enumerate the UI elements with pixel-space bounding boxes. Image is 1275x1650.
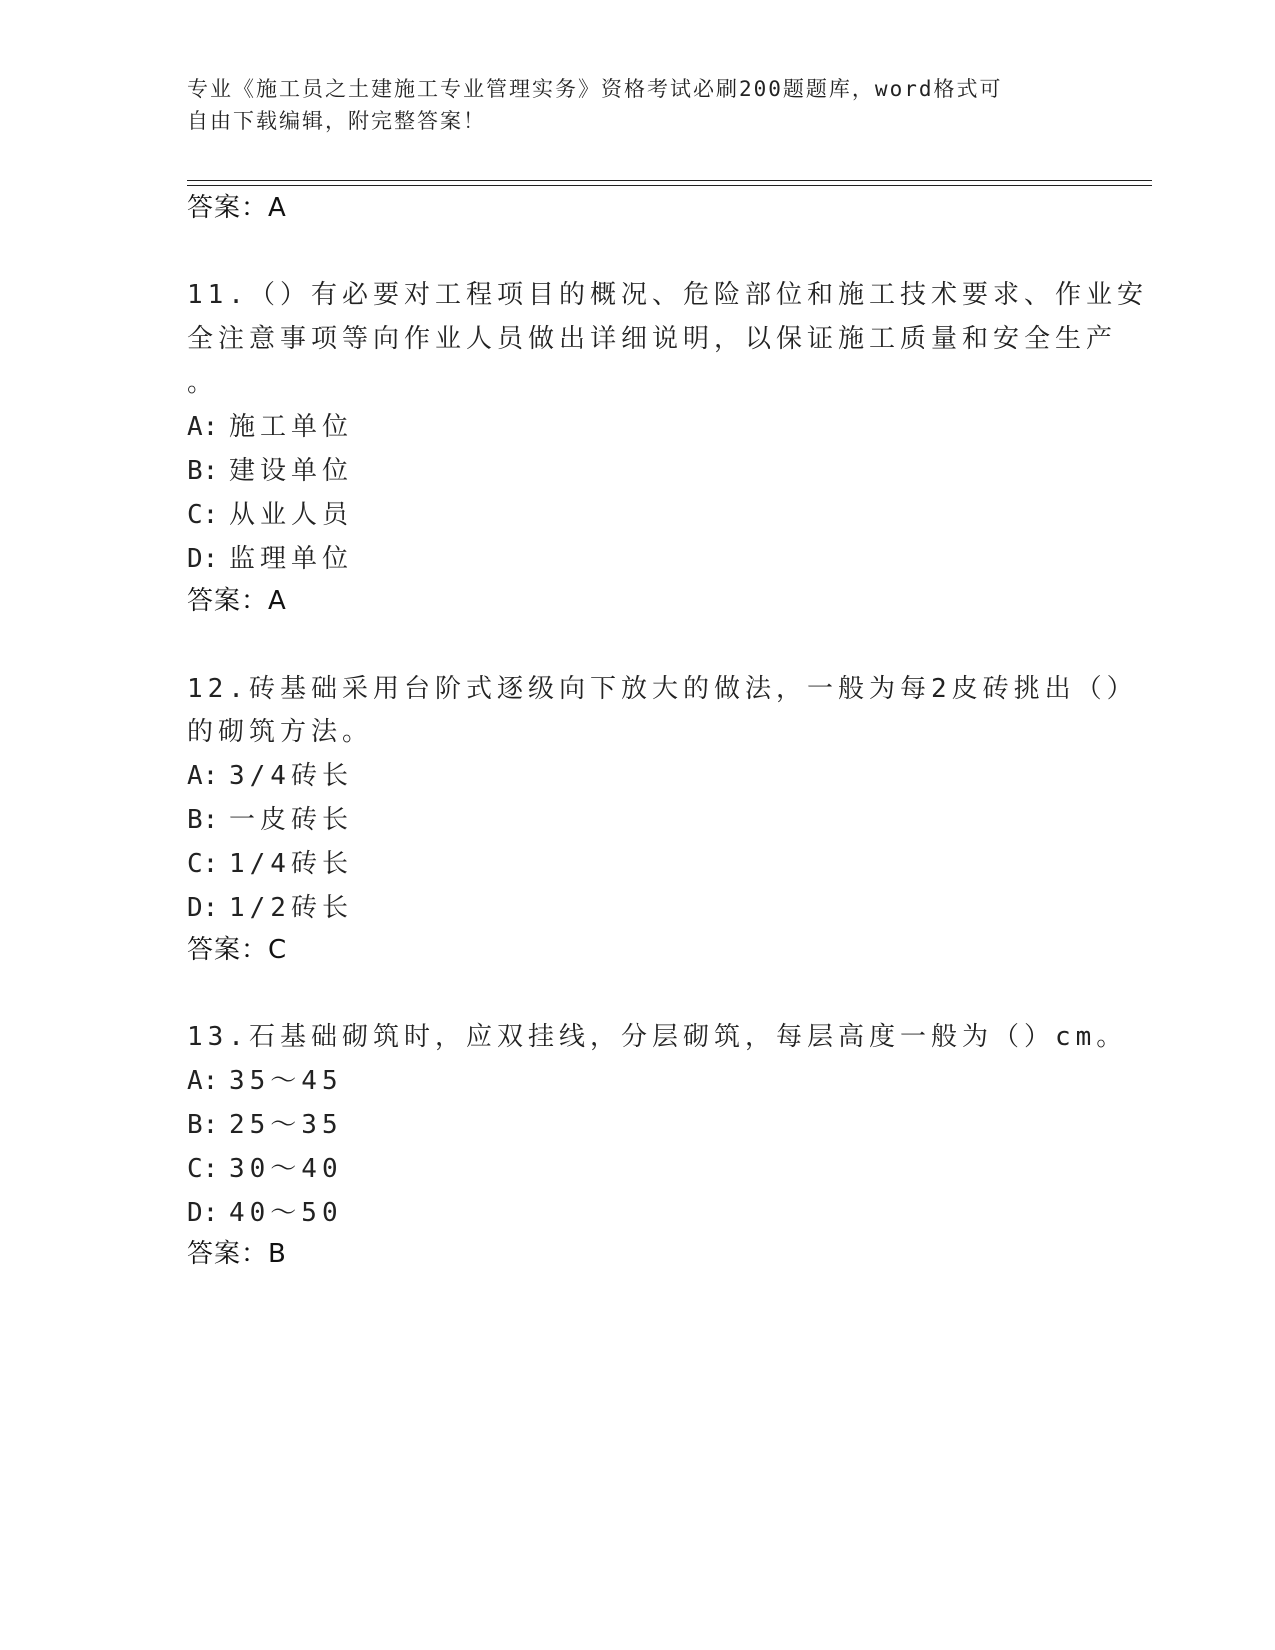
option-key: B: [187,456,219,486]
header-line-2: 自由下载编辑，附完整答案！ [187,109,486,133]
option-key: D: [187,544,219,574]
option-text: 一皮砖长 [229,805,354,835]
option-text: 施工单位 [229,412,354,442]
option-text: 30～40 [229,1154,343,1184]
option-a [187,755,353,792]
option-key: A: [187,761,219,791]
option-key: D: [187,893,219,923]
option-text: 40～50 [229,1198,343,1228]
previous-answer: 答案：A [187,193,287,223]
option-a [187,1060,343,1097]
option-a [187,406,353,443]
header-divider-top [187,180,1152,181]
option-b [187,1104,343,1141]
document-header [187,73,1067,137]
option-c [187,494,353,531]
option-key: B: [187,805,219,835]
question-text-line: 全注意事项等向作业人员做出详细说明，以保证施工质量和安全生产 [187,324,1118,354]
option-b [187,799,353,836]
header-divider-bottom [187,185,1152,186]
question-text-line: 的砌筑方法。 [187,717,374,747]
option-text: 3/4砖长 [229,761,353,791]
option-c [187,1148,343,1185]
option-key: C: [187,500,219,530]
option-c [187,843,353,880]
option-text: 1/2砖长 [229,893,353,923]
option-text: 35～45 [229,1066,343,1096]
option-text: 建设单位 [229,456,354,486]
question-text-line: 13.石基础砌筑时，应双挂线，分层砌筑，每层高度一般为（）cm。 [187,1022,1128,1052]
header-line-1: 专业《施工员之土建施工专业管理实务》资格考试必刷200题题库，word格式可 [187,77,1003,101]
option-key: B: [187,1110,219,1140]
option-key: A: [187,1066,219,1096]
answer-line: 答案：B [187,1239,287,1269]
option-text: 从业人员 [229,500,354,530]
option-key: C: [187,849,219,879]
option-b [187,450,353,487]
question-text-line: 11.（）有必要对工程项目的概况、危险部位和施工技术要求、作业安 [187,280,1148,310]
option-d [187,887,353,924]
option-d [187,1192,343,1229]
option-key: A: [187,412,219,442]
question-text-line: 12.砖基础采用台阶式逐级向下放大的做法，一般为每2皮砖挑出（） [187,674,1138,704]
answer-line: 答案：A [187,586,287,616]
option-text: 监理单位 [229,544,354,574]
answer-line: 答案：C [187,935,288,965]
question-text-line: 。 [187,368,219,398]
option-text: 1/4砖长 [229,849,353,879]
option-key: C: [187,1154,219,1184]
option-d [187,538,353,575]
option-text: 25～35 [229,1110,343,1140]
option-key: D: [187,1198,219,1228]
